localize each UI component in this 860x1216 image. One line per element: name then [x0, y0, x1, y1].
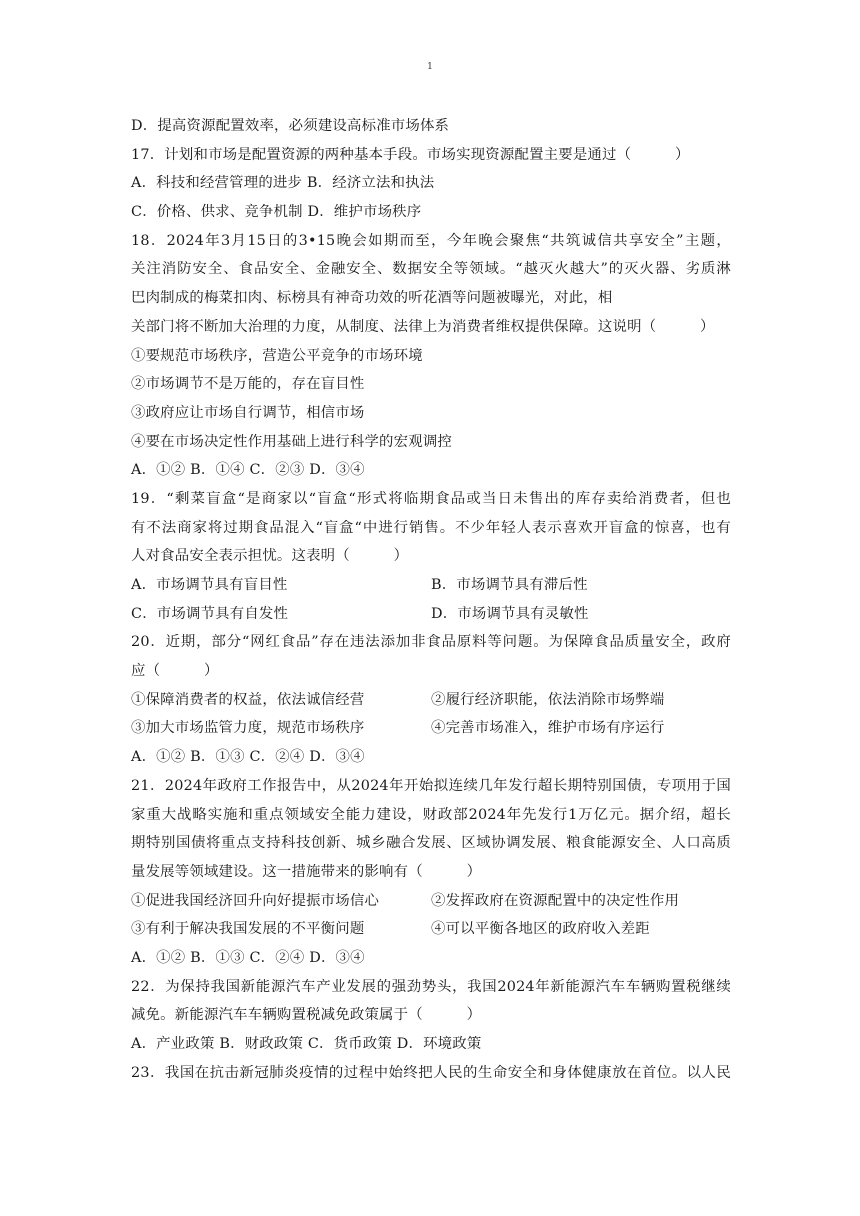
option-right: D．市场调节具有灵敏性	[431, 605, 589, 622]
text-line: ④要在市场决定性作用基础上进行科学的宏观调控	[131, 433, 452, 450]
text-line: C．价格、供求、竞争机制 D．维护市场秩序	[131, 204, 422, 221]
option-right: ②发挥政府在资源配置中的决定性作用	[431, 892, 680, 909]
text-line-two-column	[131, 686, 731, 715]
text-line-two-column	[131, 714, 731, 743]
option-right: ④完善市场准入，维护市场有序运行	[431, 720, 665, 737]
text-line: 21．2024年政府工作报告中，从2024年开始拟连续几年发行超长期特别国债，专项用于国	[131, 777, 731, 794]
option-left: ①保障消费者的权益，依法诚信经营	[131, 691, 365, 708]
text-line: 20．近期，部分“网红食品”存在违法添加非食品原料等问题。为保障食品质量安全，政府	[131, 634, 731, 651]
text-line: 关部门将不断加大治理的力度，从制度、法律上为消费者维权提供保障。这说明（ ）	[131, 318, 715, 335]
text-line: D．提高资源配置效率，必须建设高标准市场体系	[131, 118, 450, 134]
option-left: ③加大市场监管力度，规范市场秩序	[131, 720, 365, 737]
text-line: 23．我国在抗击新冠肺炎疫情的过程中始终把人民的生命安全和身体健康放在首位。以人民	[131, 1064, 731, 1081]
text-line: A．①② B．①③ C．②④ D．③④	[131, 949, 365, 966]
text-line: ②市场调节不是万能的，存在盲目性	[131, 376, 365, 393]
option-left: ①促进我国经济回升向好提振市场信心	[131, 892, 380, 909]
text-line-two-column	[131, 887, 731, 916]
text-line: 巴肉制成的梅菜扣肉、标榜具有神奇功效的听花酒等问题被曝光，对此，相	[131, 290, 613, 307]
text-line: A．科技和经营管理的进步 B．经济立法和执法	[131, 175, 435, 192]
document-body	[131, 112, 731, 1087]
text-line: 应（ ）	[131, 663, 219, 680]
text-line: A．①② B．①③ C．②④ D．③④	[131, 749, 365, 766]
text-line: A．产业政策 B．财政政策 C．货币政策 D．环境政策	[131, 1036, 482, 1052]
option-right: B．市场调节具有滞后性	[431, 577, 588, 593]
text-line: 17．计划和市场是配置资源的两种基本手段。市场实现资源配置主要是通过（ ）	[131, 146, 690, 163]
text-line: 关注消防安全、食品安全、金融安全、数据安全等领域。“越灭火越大”的灭火器、劣质淋	[131, 261, 731, 278]
option-left: C．市场调节具有自发性	[131, 605, 289, 622]
text-line: 期特别国债将重点支持科技创新、城乡融合发展、区域协调发展、粮食能源安全、人口高质	[131, 835, 731, 852]
text-line: 量发展等领域建设。这一措施带来的影响有（ ）	[131, 863, 482, 880]
text-line: 家重大战略实施和重点领域安全能力建设，财政部2024年先发行1万亿元。据介绍，超长	[131, 806, 731, 823]
text-line-two-column	[131, 600, 731, 629]
text-line: ①要规范市场秩序，营造公平竞争的市场环境	[131, 347, 423, 364]
option-left: A．市场调节具有盲目性	[131, 577, 288, 593]
text-line: 减免。新能源汽车车辆购置税减免政策属于（ ）	[131, 1007, 482, 1024]
text-line: 22．为保持我国新能源汽车产业发展的强劲势头，我国2024年新能源汽车车辆购置税继续	[131, 978, 731, 995]
option-right: ④可以平衡各地区的政府收入差距	[431, 921, 650, 938]
text-line: 人对食品安全表示担忧。这表明（ ）	[131, 548, 409, 565]
option-left: ③有利于解决我国发展的不平衡问题	[131, 921, 365, 938]
text-line: ③政府应让市场自行调节，相信市场	[131, 404, 365, 421]
text-line: A．①② B．①④ C．②③ D．③④	[131, 462, 365, 479]
text-line-two-column	[131, 571, 731, 600]
text-line: 18．2024年3月15日的3•15晚会如期而至，今年晚会聚焦“共筑诚信共享安全”主题，	[131, 232, 731, 249]
text-line: 19．“剩菜盲盒“是商家以“盲盒“形式将临期食品或当日未售出的库存卖给消费者，但也	[131, 490, 731, 507]
text-line-two-column	[131, 915, 731, 944]
text-line: 有不法商家将过期食品混入“盲盒“中进行销售。不少年轻人表示喜欢开盲盒的惊喜，也有	[131, 519, 731, 536]
page-number: 1	[427, 62, 433, 72]
option-right: ②履行经济职能，依法消除市场弊端	[431, 691, 665, 708]
